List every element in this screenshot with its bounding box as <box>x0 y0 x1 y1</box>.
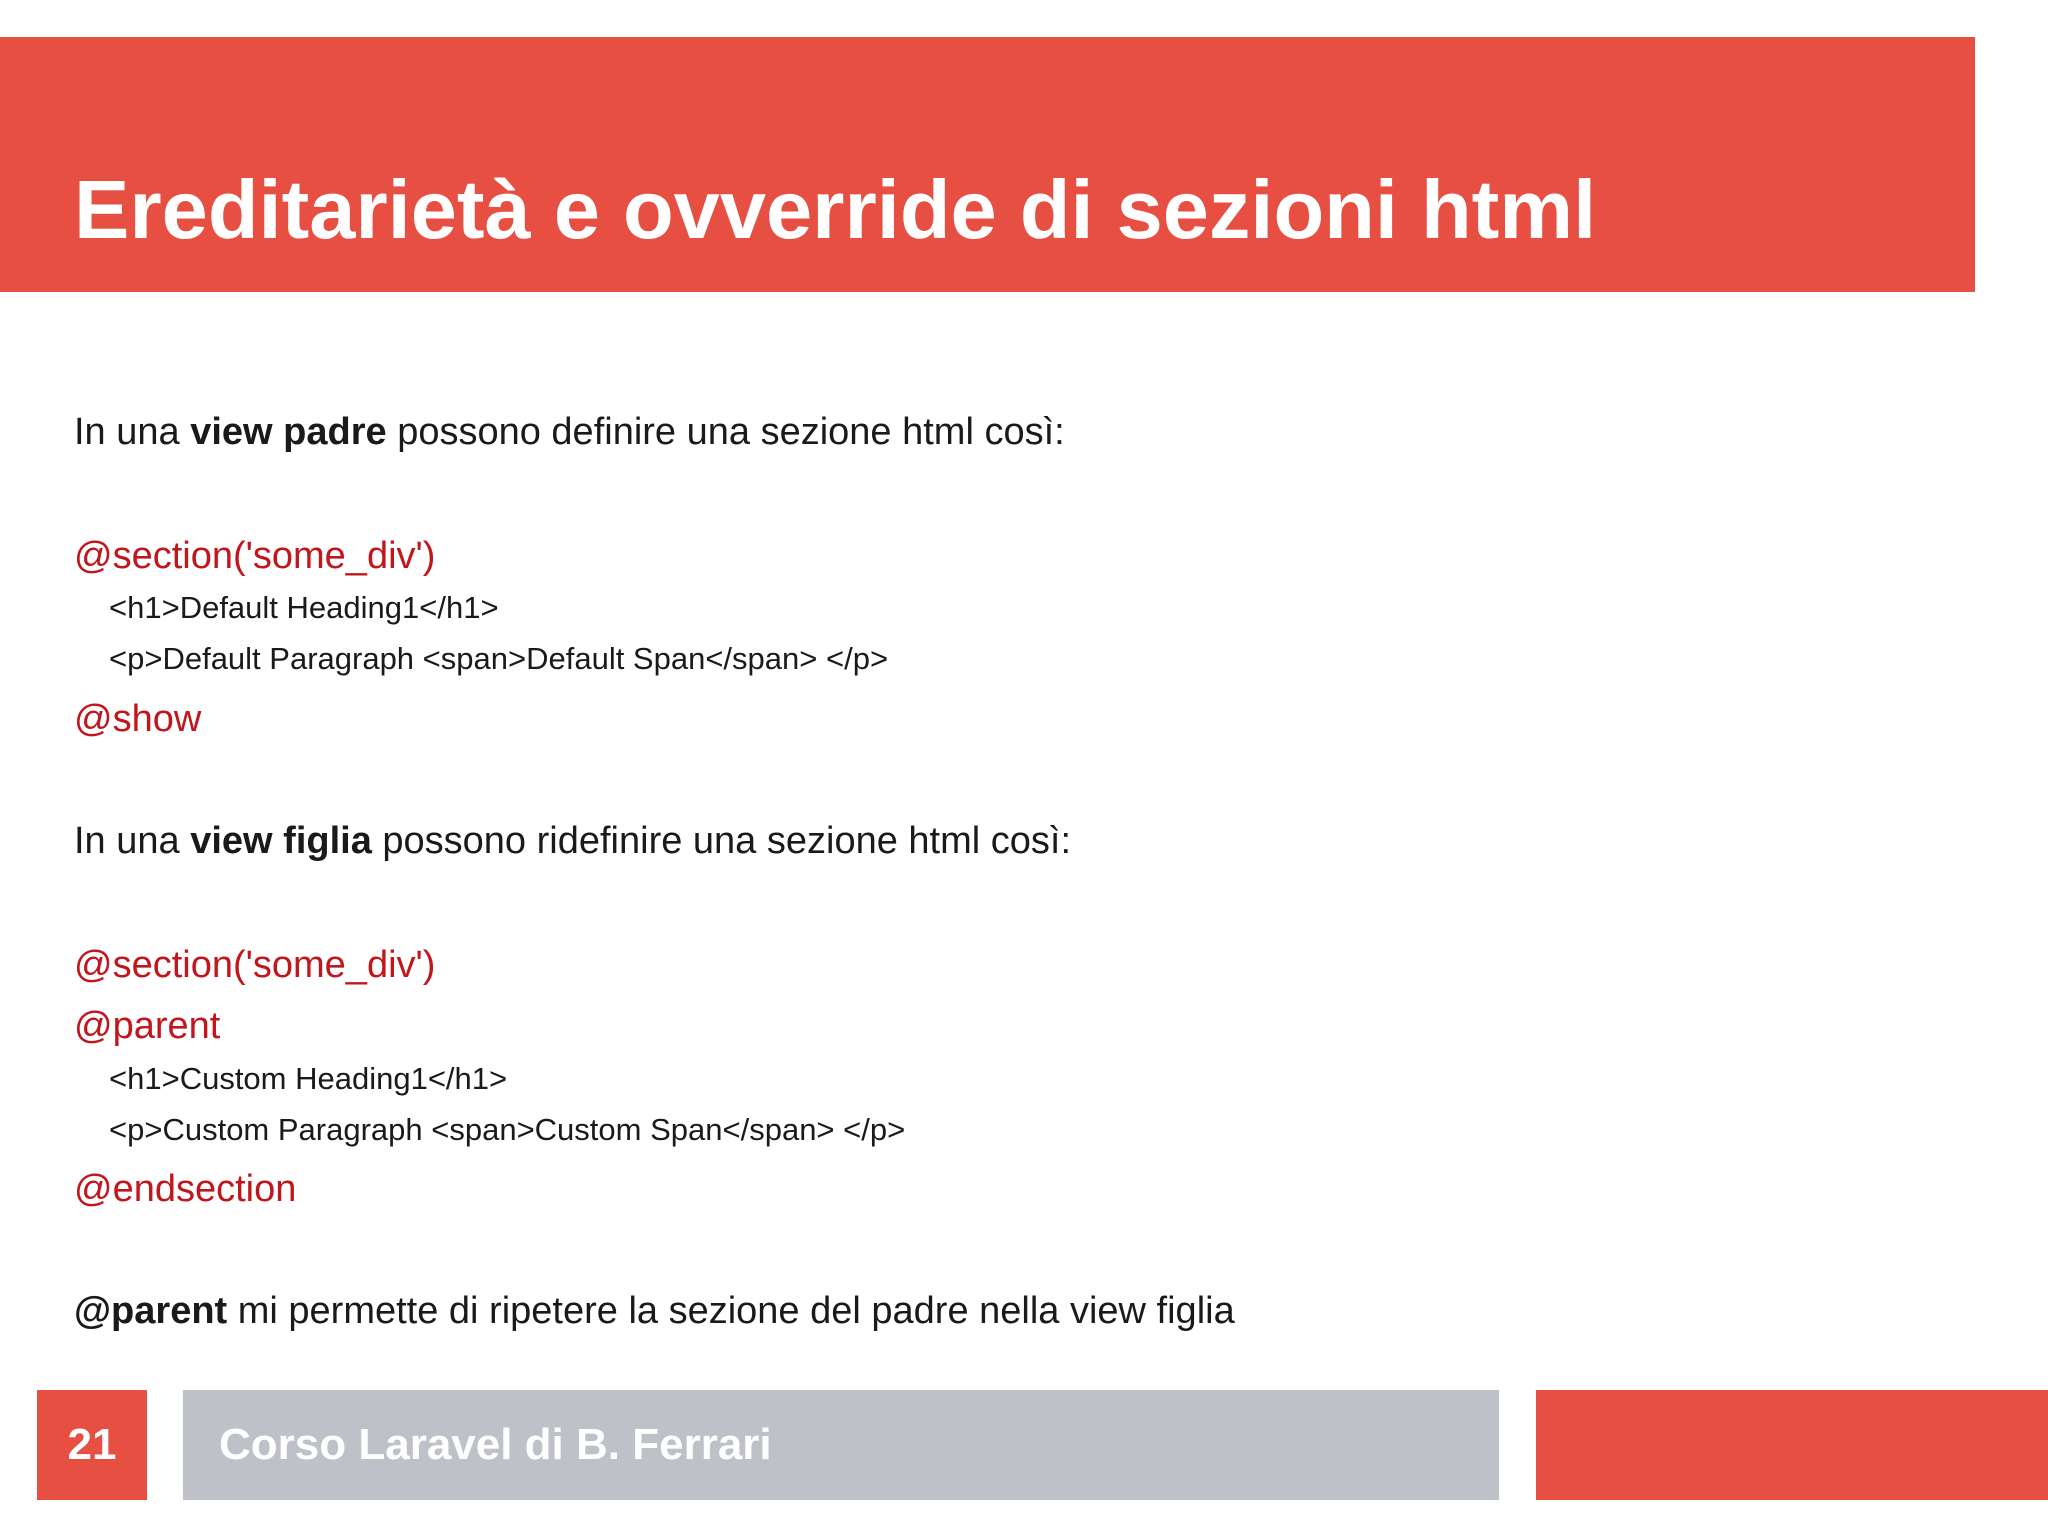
page-number: 21 <box>67 1420 117 1469</box>
intro-parent-text <box>74 410 1065 454</box>
child-section-close: @endsection <box>74 1168 297 1210</box>
parent-note-bold: @parent <box>74 1290 228 1332</box>
parent-section-open: @section('some_div') <box>74 535 436 577</box>
child-code-line-1: <h1>Custom Heading1</h1> <box>109 1061 508 1096</box>
intro-child-after: possono ridefinire una sezione html così: <box>371 820 1072 862</box>
child-parent-directive: @parent <box>74 1005 221 1047</box>
course-name: Corso Laravel di B. Ferrari <box>219 1420 772 1469</box>
child-section-open: @section('some_div') <box>74 944 436 986</box>
intro-parent-before: In una <box>74 411 191 453</box>
slide-title: Ereditarietà e ovverride di sezioni html <box>74 163 1597 256</box>
intro-parent-bold: view padre <box>190 411 387 453</box>
page-number-box <box>37 1390 147 1500</box>
footer-accent-bar <box>1536 1390 2048 1500</box>
parent-note <box>74 1289 1235 1333</box>
parent-note-after: mi permette di ripetere la sezione del padre nella view figlia <box>227 1290 1235 1332</box>
parent-code-line-2: <p>Default Paragraph <span>Default Span</span> </p> <box>109 641 889 676</box>
intro-child-bold: view figlia <box>190 820 372 862</box>
parent-code-line-1: <h1>Default Heading1</h1> <box>109 590 499 625</box>
footer-course-bar <box>183 1390 1499 1500</box>
intro-child-before: In una <box>74 820 191 862</box>
child-code-line-2: <p>Custom Paragraph <span>Custom Span</span> </p> <box>109 1112 906 1147</box>
intro-child-text <box>74 819 1071 863</box>
intro-parent-after: possono definire una sezione html così: <box>386 411 1065 453</box>
parent-section-close: @show <box>74 698 202 740</box>
